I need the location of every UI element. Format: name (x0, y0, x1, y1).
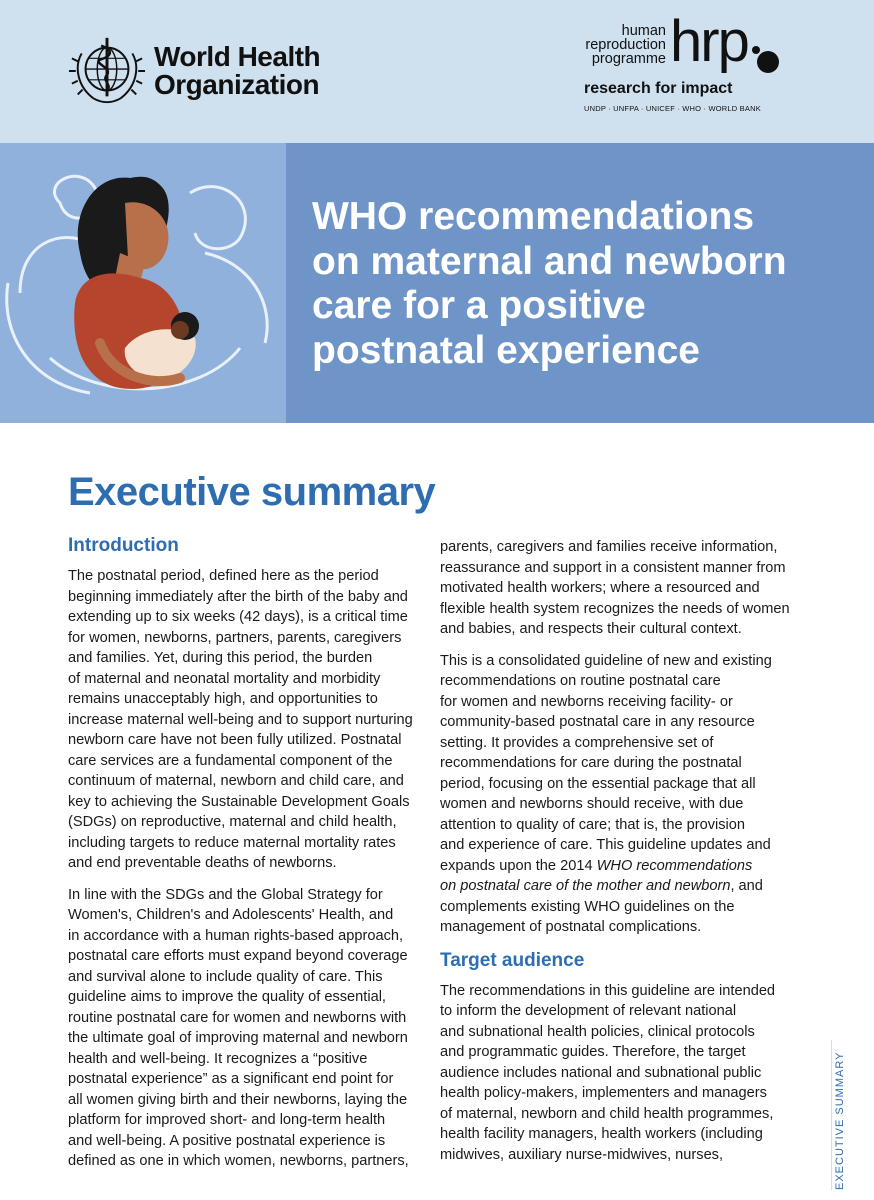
page-title: Executive summary (68, 470, 436, 514)
text-line: and experience of care. This guideline updates and (440, 837, 771, 853)
text-line: and subnational health policies, clinical protocols (440, 1023, 755, 1040)
text-line: Women's, Children's and Adolescents' Health, and (68, 907, 394, 923)
text-line: routine postnatal care for women and newborns with (68, 1009, 407, 1026)
text-line: to inform the development of relevant national (440, 1003, 737, 1019)
right-column (440, 537, 790, 1176)
text-line: care services are a fundamental component of the (68, 752, 393, 769)
text-line: recommendations for care during the postnatal (440, 755, 742, 771)
text-line: attention to quality of care; that is, the provision (440, 816, 746, 833)
target-audience-heading: Target audience (440, 949, 585, 971)
introduction-heading: Introduction (68, 535, 179, 556)
section-side-label: EXECUTIVE SUMMARY (834, 1051, 846, 1190)
hrp-logo (584, 9, 794, 114)
side-divider (831, 1040, 832, 1190)
intro-paragraph-2 (68, 885, 408, 1172)
title-line-1: WHO recommendations (312, 195, 755, 238)
hrp-partners: UNDP · UNFPA · UNICEF · WHO · WORLD BANK (584, 104, 761, 113)
text-line: postnatal experience” as a significant end point for (68, 1071, 394, 1087)
hero-illustration (0, 143, 286, 423)
hrp-sub-line2: reproduction (585, 37, 666, 53)
who-emblem-icon (68, 32, 146, 110)
text-line: audience includes national and subnational public (440, 1064, 762, 1081)
left-column (68, 534, 413, 1183)
who-wordmark-line1: World Health (154, 41, 321, 72)
text-line: defined as one in which women, newborns, partners, (68, 1153, 409, 1169)
text-line: the ultimate goal of improving maternal and newborn (68, 1030, 408, 1046)
intro-paragraph-3 (440, 651, 780, 938)
text-line: beginning immediately after the birth of the baby and (68, 588, 408, 605)
text-line: period, focusing on the essential package that all (440, 775, 756, 792)
text-line: The postnatal period, defined here as the period (68, 568, 379, 584)
text-line: key to achieving the Sustainable Development Goals (68, 793, 410, 810)
text-line: newborn care have not been fully utilized. Postnatal (68, 732, 402, 748)
text-line: and families. Yet, during this period, the burden (68, 650, 373, 666)
text-line: management of postnatal complications. (440, 919, 702, 935)
who-wordmark-line2: Organization (154, 69, 320, 100)
hrp-sub-line3: programme (591, 51, 666, 67)
text-line: platform for improved short- and long-term health (68, 1112, 386, 1128)
document-title (312, 195, 852, 373)
text-line: midwives, auxiliary nurse-midwives, nurses, (440, 1146, 724, 1163)
hrp-dots-icon (750, 38, 782, 78)
text-line: community-based postnatal care in any resource (440, 714, 755, 730)
text-line: health policy-makers, implementers and managers (440, 1085, 767, 1101)
text-line: remains unacceptably high, and opportunities to (68, 691, 378, 707)
text-line: setting. It provides a comprehensive set of (440, 734, 714, 751)
text-line: increase maternal well-being and to support nurturing (68, 711, 413, 728)
hrp-tagline: research for impact (584, 80, 733, 97)
intro-paragraph-2-continued (440, 537, 790, 640)
text-line (440, 856, 780, 877)
text-line: women and newborns should receive, with due (440, 796, 744, 812)
text-line: reassurance and support in a consistent manner from (440, 559, 786, 576)
hero-banner (0, 143, 874, 423)
text-line: In line with the SDGs and the Global Strategy for (68, 886, 383, 903)
intro-paragraph-1 (68, 566, 413, 874)
text-line (440, 876, 780, 897)
text-line: complements existing WHO guidelines on the (440, 898, 735, 915)
text-line: continuum of maternal, newborn and child care, and (68, 773, 404, 789)
text-line: for women, newborns, partners, parents, caregivers (68, 629, 402, 646)
text-line: in accordance with a human rights-based approach, (68, 927, 404, 944)
text-line: (SDGs) on reproductive, maternal and child health, (68, 814, 397, 830)
text-line: including targets to reduce maternal mortality rates (68, 834, 396, 851)
text-line: flexible health system recognizes the needs of women (440, 600, 790, 617)
text-line: and end preventable deaths of newborns. (68, 855, 337, 871)
text-line: This is a consolidated guideline of new and existing (440, 652, 772, 669)
text-line: The recommendations in this guideline are intended (440, 982, 776, 999)
text-line: guideline aims to improve the quality of essential, (68, 989, 386, 1005)
text-line: and babies, and respects their cultural context. (440, 621, 742, 637)
citation-title-part: WHO recommendations (596, 857, 753, 874)
who-wordmark (154, 43, 320, 99)
target-audience-paragraph (440, 981, 780, 1166)
title-line-4: postnatal experience (312, 328, 700, 372)
text-run: , and (730, 878, 763, 894)
text-line: and survival alone to include quality of care. This (68, 968, 383, 985)
citation-title-part: on postnatal care of the mother and newborn (440, 878, 731, 894)
text-line: recommendations on routine postnatal care (440, 673, 721, 689)
hrp-wordmark: hrp (670, 9, 748, 74)
text-line: health and well-being. It recognizes a “positive (68, 1050, 368, 1067)
text-line: for women and newborns receiving facility- or (440, 693, 733, 710)
who-logo (68, 32, 320, 110)
text-run: expands upon the 2014 (440, 857, 597, 874)
text-line: health facility managers, health workers (including (440, 1126, 763, 1142)
header-band (0, 0, 874, 143)
text-line: of maternal, newborn and child health programmes, (440, 1105, 774, 1122)
text-line: parents, caregivers and families receive information, (440, 539, 778, 555)
text-line: extending up to six weeks (42 days), is a critical time (68, 609, 408, 625)
hrp-sub-line1: human (621, 23, 666, 39)
title-line-2: on maternal and newborn (312, 239, 787, 283)
text-line: and well-being. A positive postnatal experience is (68, 1132, 386, 1149)
text-line: all women giving birth and their newborns, laying the (68, 1091, 408, 1108)
title-line-3: care for a positive (312, 284, 646, 327)
hrp-subtitle (584, 24, 666, 66)
text-line: motivated health workers; where a resourced and (440, 580, 760, 596)
text-line: postnatal care efforts must expand beyond coverage (68, 948, 408, 964)
text-line: of maternal and neonatal mortality and morbidity (68, 670, 381, 687)
text-line: and programmatic guides. Therefore, the target (440, 1044, 746, 1060)
mother-and-baby-icon (0, 143, 286, 423)
